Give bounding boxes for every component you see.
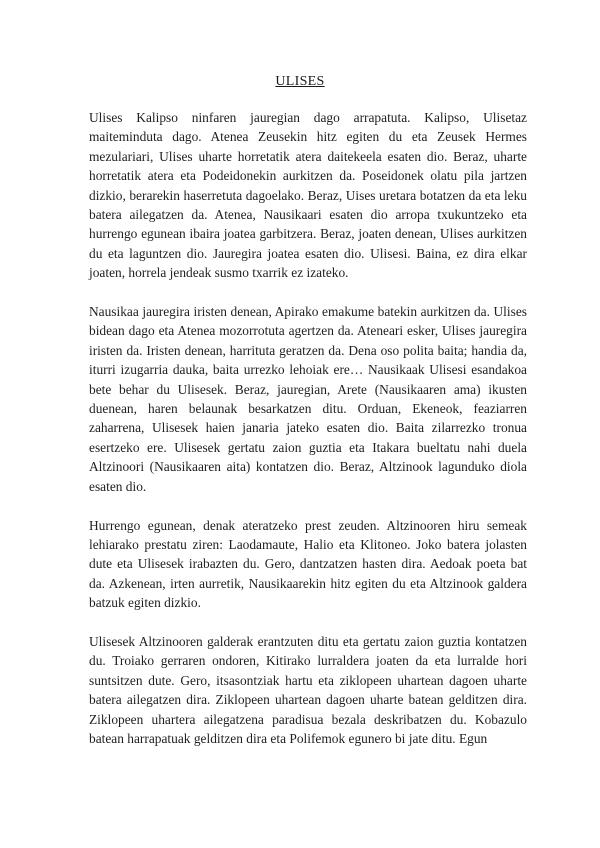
paragraph-1: Ulises Kalipso ninfaren jauregian dago arrapatuta. Kalipso, Ulisetaz maiteminduta dago. Atenea Zeusekin hitz egiten du eta Zeusek Hermes mezulariari, Ulises uharte horretatik atera daitekeela esaten dio. Beraz, uharte horretatik atera eta Podeidonekin aurkitzen da. Poseidonek olatu pila jartzen dizkio, berarekin haserretuta dagoelako. Beraz, Uises uretara botatzen da eta leku batera ailegatzen da. Atenea, Nausikaari esaten dio arropa txukuntzeko eta hurrengo egunean ibaira joatea garbitzera. Beraz, joaten denean, Ulises aurkitzen du eta laguntzen dio. Jauregira joatea esaten dio. Ulisesi. Baina, ez dira elkar joaten, horrela jendeak susmo txarrik ez izateko. (89, 110, 527, 281)
paragraph-2: Nausikaa jauregira iristen denean, Apirako emakume batekin aurkitzen da. Ulises bidean dago eta Atenea mozorrotuta agertzen da. Ateneari esker, Ulises jauregira iristen da. Iristen denean, harrituta geratzen da. Dena oso polita baita; handia da, iturri izugarria dauka, baita urrezko lehoiak ere… Nausikaak Ulisesi esandakoa bete behar du Ulisesek. Beraz, jauregian, Arete (Nausikaaren ama) ikusten duenean, haren belaunak besarkatzen ditu. Orduan, Ekeneok, feaziarren zaharrena, Ulisesek haien janaria jateko esaten dio. Baita zilarrezko tronua esertzeko ere. Ulisesek gertatu zaion guztia eta Itakara bueltatu nahi duela Altzinoori (Nausikaaren aita) kontatzen dio. Beraz, Altzinook lagunduko diola esaten dio. (89, 304, 527, 494)
document-body (89, 108, 527, 748)
paragraph-3: Hurrengo egunean, denak ateratzeko prest zeuden. Altzinooren hiru semeak lehiarako prestatu ziren: Laodamaute, Halio eta Klitoneo. Joko batera jolasten dute eta Ulisesek irabazten du. Gero, dantzatzen hasten dira. Aedoak poeta bat da. Azkenean, irten aurretik, Nausikaarekin hitz egiten du eta Altzinook galdera batzuk egiten dizkio. (89, 517, 527, 611)
document-title: ULISES (275, 74, 325, 89)
paragraph-4: Ulisesek Altzinooren galderak erantzuten ditu eta gertatu zaion guztia kontatzen du. Troiako gerraren ondoren, Kitirako lurraldera joaten da eta lurralde hori suntsitzen dute. Gero, itsasontziak hartu eta ziklopeen uhartean dagoen uharte batera ailegatzen dira. Ziklopeen uhartean dagoen uharte batean gelditzen dira. Ziklopeen uhartera ailegatzena paradisua bezala deskribatzen du. Kobazulo batean harrapatuak gelditzen dira eta Polifemok egunero bi jate ditu. Egun (89, 633, 527, 746)
